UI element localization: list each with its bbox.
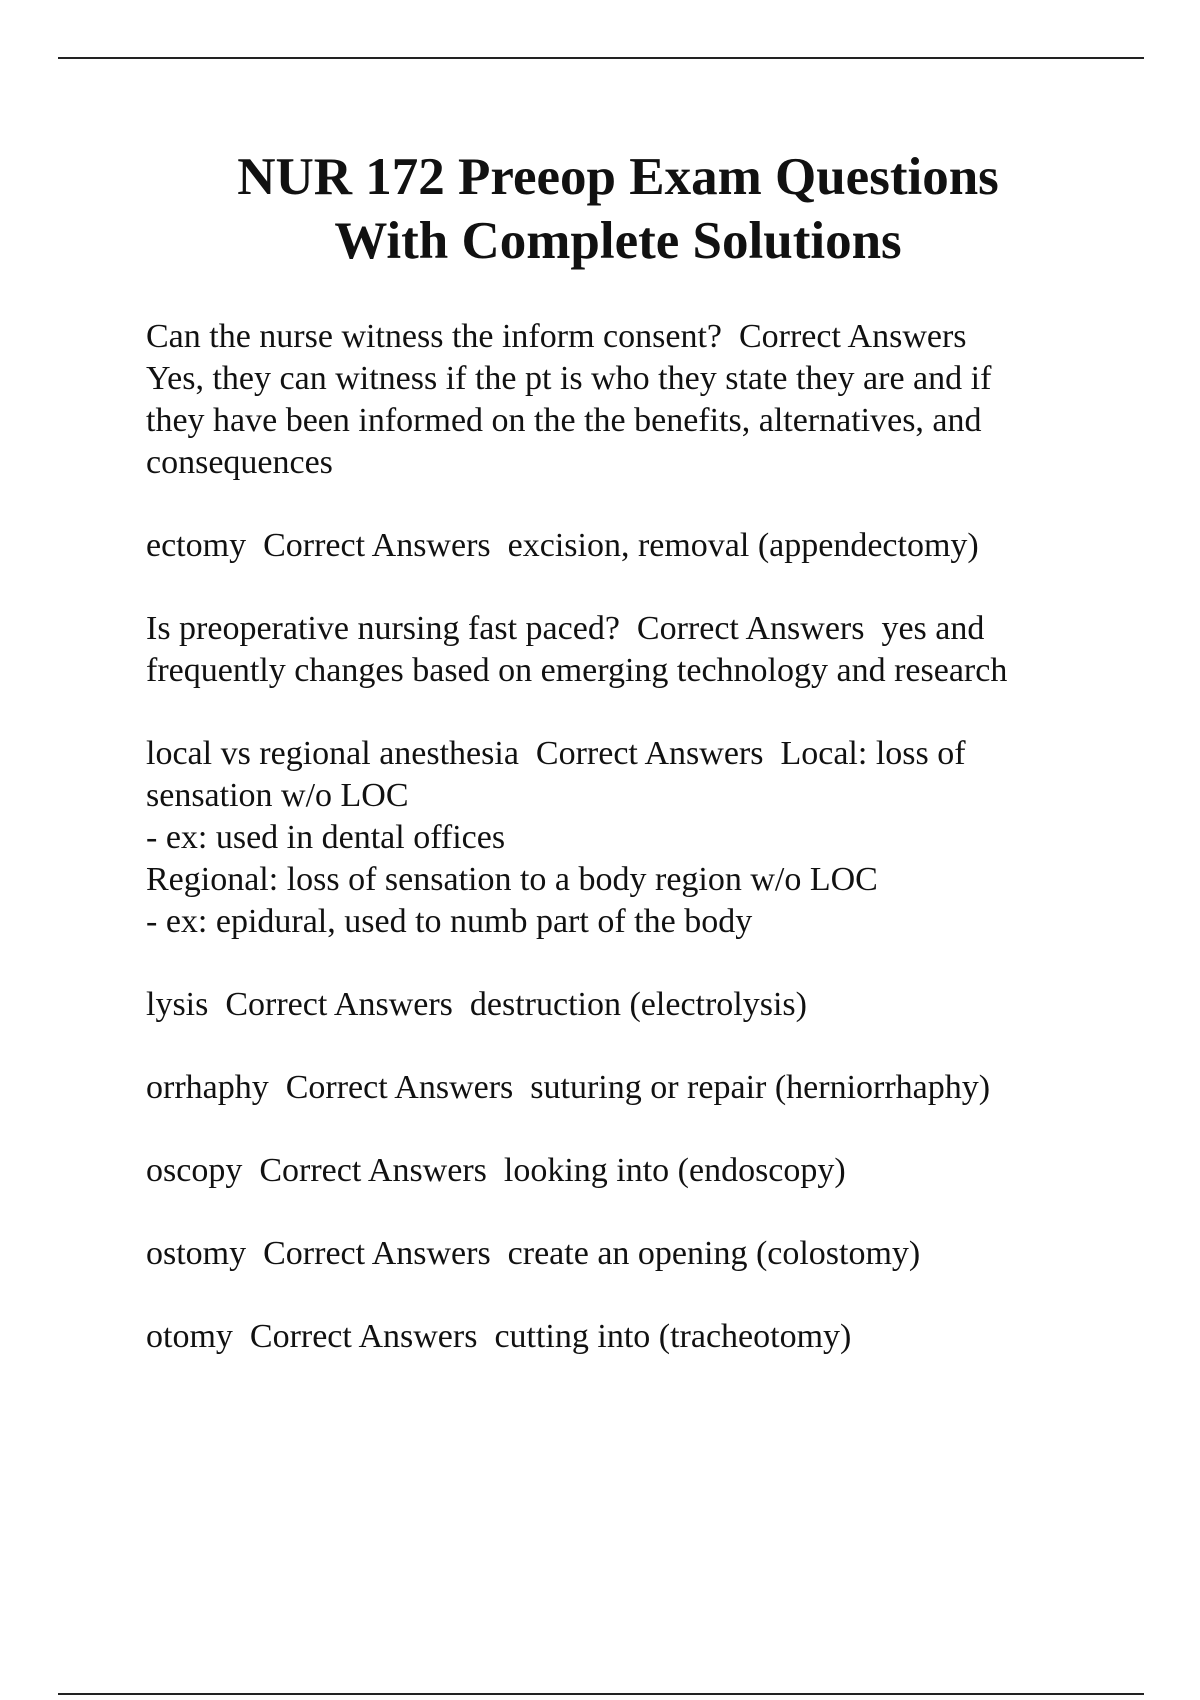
qa-entry — [146, 733, 1146, 943]
qa-text-line: otomy Correct Answers cutting into (tracheotomy) — [146, 1318, 852, 1355]
qa-list — [146, 316, 1146, 1399]
qa-entry — [146, 1316, 1146, 1358]
qa-text-line: - ex: used in dental offices — [146, 819, 506, 856]
title-line: With Complete Solutions — [334, 212, 902, 270]
document-title — [100, 145, 1136, 273]
qa-text-line: ostomy Correct Answers create an opening (colostomy) — [146, 1235, 921, 1272]
qa-text-line: Can the nurse witness the inform consent? Correct Answers — [146, 318, 967, 355]
qa-entry — [146, 608, 1146, 692]
qa-text-line: - ex: epidural, used to numb part of the body — [146, 903, 753, 940]
qa-text-line: Regional: loss of sensation to a body region w/o LOC — [146, 861, 878, 898]
qa-text-line: Is preoperative nursing fast paced? Correct Answers yes and — [146, 610, 985, 647]
qa-entry — [146, 1150, 1146, 1192]
qa-text-line: sensation w/o LOC — [146, 777, 409, 814]
qa-entry — [146, 1067, 1146, 1109]
qa-entry — [146, 316, 1146, 484]
bottom-rule — [58, 1693, 1144, 1695]
qa-text-line: frequently changes based on emerging technology and research — [146, 652, 1008, 689]
qa-text-line: Yes, they can witness if the pt is who they state they are and if — [146, 360, 992, 397]
qa-entry — [146, 984, 1146, 1026]
qa-text-line: consequences — [146, 444, 333, 481]
qa-entry — [146, 1233, 1146, 1275]
qa-text-line: they have been informed on the the benefits, alternatives, and — [146, 402, 982, 439]
qa-text-line: lysis Correct Answers destruction (electrolysis) — [146, 986, 807, 1023]
qa-entry — [146, 525, 1146, 567]
qa-text-line: local vs regional anesthesia Correct Answers Local: loss of — [146, 735, 966, 772]
title-line: NUR 172 Preeop Exam Questions — [237, 148, 999, 206]
qa-text-line: orrhaphy Correct Answers suturing or repair (herniorrhaphy) — [146, 1069, 991, 1106]
qa-text-line: oscopy Correct Answers looking into (endoscopy) — [146, 1152, 846, 1189]
qa-text-line: ectomy Correct Answers excision, removal (appendectomy) — [146, 527, 979, 564]
top-rule — [58, 57, 1144, 59]
